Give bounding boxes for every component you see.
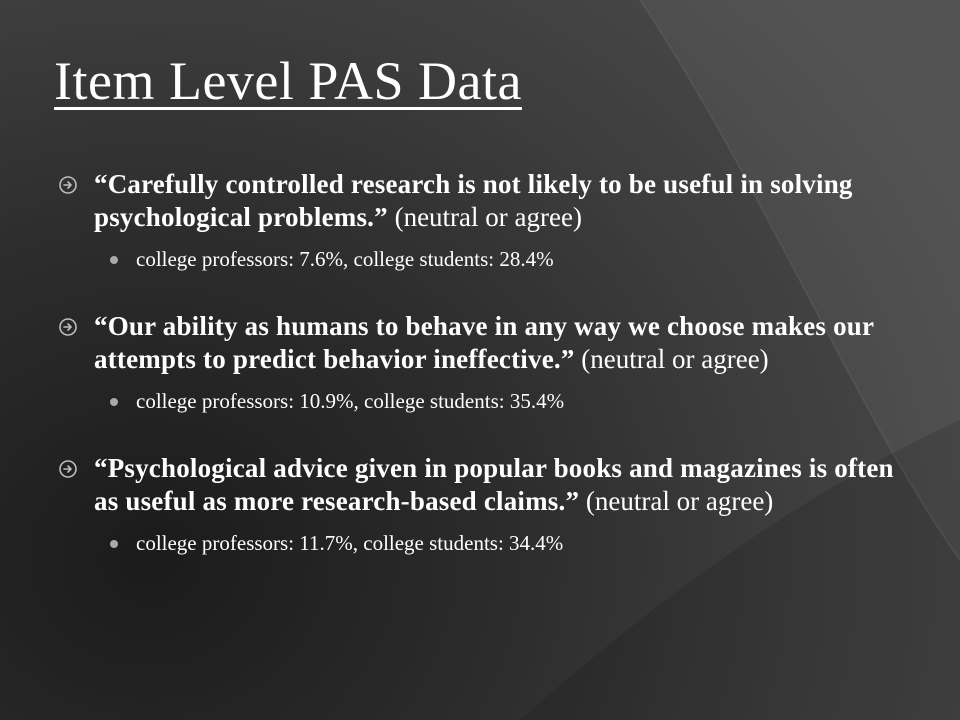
sub-bullet-item [58,530,898,556]
bullet-item [58,168,898,234]
bullet-quote: “Carefully controlled research is not likely to be useful in solving psychological problems.” [94,169,853,232]
slide-content [58,168,898,556]
bullet-group-3 [58,452,898,556]
bullet-group-2 [58,310,898,414]
bullet-item [58,452,898,518]
slide-title: Item Level PAS Data [54,51,522,111]
bullet-qualifier: (neutral or agree) [581,344,769,374]
sub-bullet-stat: college professors: 10.9%, college students: 35.4% [136,389,565,413]
sub-bullet-item [58,388,898,414]
sub-bullet-stat: college professors: 7.6%, college students: 28.4% [136,247,554,271]
circle-arrow-icon [58,459,78,479]
sub-bullet-dot [110,256,118,264]
sub-bullet-dot [110,540,118,548]
circle-arrow-icon [58,175,78,195]
bullet-quote: “Psychological advice given in popular books and magazines is often as useful as more research-based claims.” [94,453,894,516]
sub-bullet-dot [110,398,118,406]
bullet-group-1 [58,168,898,272]
bullet-qualifier: (neutral or agree) [394,202,582,232]
sub-bullet-item [58,246,898,272]
sub-bullet-stat: college professors: 11.7%, college students: 34.4% [136,531,564,555]
bullet-item [58,310,898,376]
bullet-quote: “Our ability as humans to behave in any way we choose makes our attempts to predict behavior ineffective.” [94,311,874,374]
bullet-qualifier: (neutral or agree) [585,486,774,516]
circle-arrow-icon [58,317,78,337]
